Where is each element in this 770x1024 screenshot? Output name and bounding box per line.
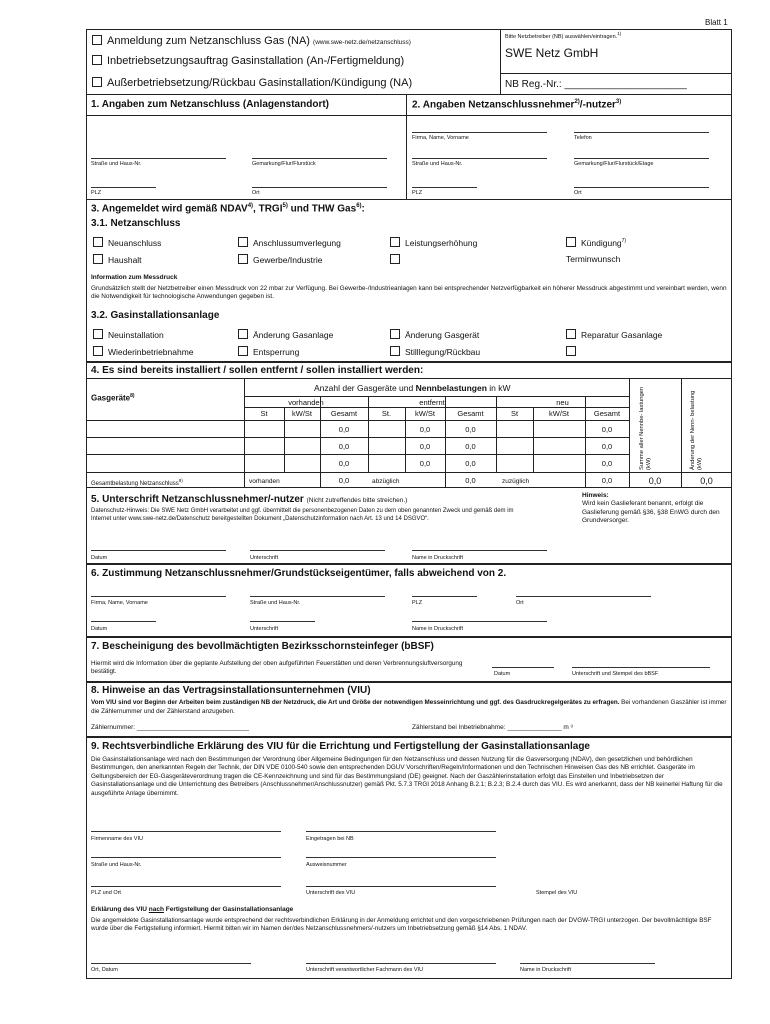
section-3-2-title: 3.2. Gasinstallationsanlage — [91, 310, 220, 321]
col-kwst: kW/St — [549, 409, 569, 418]
total-value: 0,0 — [465, 476, 476, 485]
label: Unterschrift — [250, 555, 279, 561]
section-6-title: 6. Zustimmung Netzanschlussnehmer/Grundstückseigentümer, falls abweichend von 2. — [91, 568, 507, 579]
section-7-text: Hiermit wird die Information über die geplante Aufstellung der oben aufgeführten Feuerstätten und deren Verbrennungsluftversorgung bestätigt. — [91, 660, 463, 675]
hinweis-text: Wird kein Gaslieferant benannt, erfolgt die Gaslieferung gemäß §36, §38 EnWG durch den Grundversorger. — [582, 500, 720, 524]
option-anmeldung[interactable]: Anmeldung zum Netzanschluss Gas (NA) (www.swe-netz.de/netzanschluss) — [92, 35, 411, 47]
hinweis-title: Hinweis: — [582, 492, 609, 499]
total-value: 0,0 — [601, 476, 613, 485]
nb-hint: Bitte Netzbetreiber (NB) auswählen/eintragen. — [505, 33, 618, 40]
label: Unterschrift des VIU — [306, 890, 356, 896]
col-gesamt: Gesamt — [457, 409, 484, 418]
section-8-title: 8. Hinweise an das Vertragsinstallationsunternehmen (VIU) — [91, 685, 371, 696]
option-reparatur[interactable]: Reparatur Gasanlage — [566, 329, 662, 340]
label: Straße und Haus-Nr. — [91, 862, 142, 868]
col-st: St — [510, 409, 519, 418]
section-1-2 — [86, 95, 732, 200]
total-label: Gesamtbelastung Netzanschluss$^{9)}$ — [91, 478, 183, 487]
label: PLZ und Ort — [91, 890, 121, 896]
label: Unterschrift und Stempel des bBSF — [572, 671, 659, 677]
total-value: 0,0 — [338, 476, 350, 485]
label: Straße und Haus-Nr. — [412, 161, 463, 167]
label: Datum — [494, 671, 511, 677]
option-aenderung-gasgeraet[interactable]: Änderung Gasgerät — [390, 329, 479, 340]
section-9-title: 9. Rechtsverbindliche Erklärung des VIU für die Errichtung und Fertigstellung der Gasinstallationsanlage — [91, 741, 590, 752]
info-title: Information zum Messdruck — [91, 274, 178, 281]
datenschutz-text: Datenschutz-Hinweis: Die SWE Netz GmbH verarbeitet und ggf. übermittelt die personenbezogenen Daten zu dem oben genannten Zweck und gemäß dem im Internet unter www.swe-netz.de/Datenschutz bereitgestellten Dokument „Datenschutzinformation nach Art. 13 und 14 DSGVO“. — [91, 508, 514, 522]
total-zuzueglich: zuzüglich — [502, 478, 530, 485]
option-neuinstallation[interactable]: Neuinstallation — [93, 329, 164, 340]
section-7-title: 7. Bescheinigung des bevollmächtigten Bezirksschornsteinfeger (bBSF) — [91, 641, 434, 652]
col-gesamt: Gesamt — [593, 409, 621, 418]
value-cell: 0,0 — [465, 425, 476, 434]
label: Firma, Name, Vorname — [412, 135, 469, 141]
sum-value: 0,0 — [648, 476, 662, 486]
option-other[interactable] — [390, 254, 405, 265]
value-cell: 0,0 — [338, 425, 350, 434]
fertigstellung-text: Die angemeldete Gasinstallationsanlage wurde entsprechend der rechtsverbindlichen Erklärung in der Anmeldung errichtet und den vorgeschriebenen Prüfungen nach der DVGW-TRGI unterzogen. Der bevollmächtigte BSF wurde über die Fertigstellung informiert. Hiermit bitten wir im Namen der/des Netzanschlussnehmers/-nutzers um Inbetriebsetzung gemäß §14 Abs. 1 NDAV. — [91, 917, 712, 933]
value-cell: 0,0 — [601, 459, 613, 468]
checkbox[interactable] — [92, 55, 102, 65]
checkbox[interactable] — [92, 77, 102, 87]
zaehlerstand-field[interactable]: Zählerstand bei Inbetriebnahme: _______________ m ³ — [412, 724, 573, 731]
anzahl-header: Anzahl der Gasgeräte und Nennbelastungen in kW — [314, 383, 511, 393]
value-cell: 0,0 — [419, 442, 431, 451]
fertigstellung-title: Erklärung des VIU nach Fertigstellung der Gasinstallationsanlage — [91, 906, 294, 913]
info-text: Grundsätzlich stellt der Netzbetreiber einen Messdruck von 22 mbar zur Verfügung. Bei Gewerbe-/Industrieanlagen kann bei entsprechender Netzverfügbarkeit ein höherer Messdruck abgestimmt und vereinbart werden, wenn die Notwendigkeit für technologische Anwendungen gegeben ist. — [91, 285, 727, 301]
label: PLZ — [412, 600, 423, 606]
label: Ausweisnummer — [306, 862, 347, 868]
total-vorhanden: vorhanden — [249, 478, 280, 485]
value-cell: 0,0 — [601, 442, 613, 451]
terminwunsch[interactable]: Terminwunsch — [566, 254, 621, 264]
col-vorhanden: vorhanden — [288, 398, 324, 407]
label: Gemarkung/Flur/Flurstück/Etage — [574, 161, 654, 167]
nb-reg-field[interactable]: NB Reg.-Nr.: ______________________ — [505, 79, 687, 90]
option-kuendigung[interactable]: Kündigung$^{7)}$ — [566, 237, 626, 248]
value-cell: 0,0 — [465, 442, 476, 451]
label: Name in Druckschrift — [412, 555, 464, 561]
label: Ort — [516, 600, 524, 606]
total-abzueglich: abzüglich — [372, 478, 400, 485]
label: Datum — [91, 555, 108, 561]
section-4-title: 4. Es sind bereits installiert / sollen entfernt / sollen installiert werden: — [91, 365, 424, 376]
label: Unterschrift — [250, 626, 279, 632]
label: Name in Druckschrift — [412, 626, 464, 632]
section-8-text: Vom VIU sind vor Beginn der Arbeiten beim zuständigen NB der Netzdruck, die Art und Größe der notwendigen Messeinrichtung und ggf. des Gasdruckregelgerätes zu erfragen. Bei vorhandenen Gaszähler ist immer die Zählernummer und der Zählerstand anzugeben. — [91, 699, 727, 715]
zaehlernummer-field[interactable]: Zählernummer: _______________________________ — [91, 724, 249, 731]
label: Straße und Haus-Nr. — [91, 161, 142, 167]
option-wiederinbetriebnahme[interactable]: Wiederinbetriebnahme — [93, 346, 194, 357]
option-aenderung-gasanlage[interactable]: Änderung Gasanlage — [238, 329, 333, 340]
value-cell: 0,0 — [338, 459, 350, 468]
label: PLZ — [412, 190, 423, 196]
label: Stempel des VIU — [536, 890, 578, 896]
label: Ort — [252, 190, 260, 196]
value-cell: 0,0 — [419, 425, 431, 434]
col-neu: neu — [556, 398, 569, 407]
value-cell: 0,0 — [465, 459, 476, 468]
option-inbetriebsetzung[interactable]: Inbetriebsetzungsauftrag Gasinstallation (An-/Fertigmeldung) — [92, 55, 404, 67]
option-stilllegung[interactable]: Stilllegung/Rückbau — [390, 346, 480, 357]
col-summe: Summe aller Nennbe- lastungen (kW) — [639, 386, 652, 470]
label: Straße und Haus-Nr. — [250, 600, 301, 606]
option-ausserbetrieb[interactable]: Außerbetriebsetzung/Rückbau Gasinstallation/Kündigung (NA) — [92, 77, 412, 89]
label: Firmenname des VIU — [91, 836, 143, 842]
option-gewerbe[interactable]: Gewerbe/Industrie — [238, 254, 322, 265]
label: Ort — [574, 190, 582, 196]
col-kwst: kW/St — [415, 409, 435, 418]
col-kwst: kW/St — [292, 409, 312, 418]
change-value: 0,0 — [700, 476, 713, 486]
option-entsperrung[interactable]: Entsperrung — [238, 346, 299, 357]
label: Name in Druckschrift — [520, 967, 572, 973]
section-1-title: 1. Angaben zum Netzanschluss (Anlagenstandort) — [91, 99, 329, 110]
geraete-label: Gasgeräte$^{8)}$ — [91, 393, 135, 403]
section-2-title: 2. Angaben Netzanschlussnehmer$^{2)}$/-nutzer$^{3)}$ — [412, 99, 622, 111]
value-cell: 0,0 — [338, 442, 350, 451]
label: Eingetragen bei NB — [306, 836, 354, 842]
label: Unterschrift verantwortlicher Fachmann des VIU — [306, 967, 424, 973]
option-leistungserhoehung[interactable]: Leistungserhöhung — [390, 237, 477, 248]
value-cell: 0,0 — [419, 459, 431, 468]
section-3-title: 3. Angemeldet wird gemäß NDAV$^{4)}$, TRGI$^{5)}$ und THW Gas$^{6)}$: — [91, 203, 365, 215]
sheet-number: Blatt 1 — [705, 18, 728, 27]
label: Datum — [91, 626, 108, 632]
label: Telefon — [574, 135, 592, 141]
nb-name: SWE Netz GmbH — [505, 46, 599, 60]
option-other-2[interactable] — [566, 346, 581, 357]
label: Firma, Name, Vorname — [91, 600, 148, 606]
value-cell: 0,0 — [601, 425, 613, 434]
col-gesamt: Gesamt — [330, 409, 358, 418]
col-entfernt: entfernt — [419, 398, 445, 407]
label: Ort, Datum — [91, 967, 118, 973]
section-9-text: Die Gasinstallationsanlage wird nach den Bestimmungen der Verordnung über Allgemeine Bedingungen für den Netzanschluss und dessen Nutzung für die Gasversorgung (NDAV), den gesetzlichen und behördlichen Bestimmungen, den anerkannten Regeln der Technik, der DIN VDE 0100-540 sowie den entsprechenden DGUV Vorschriften/Regeln/Informationen und den Technischen Hinweisen Gas des NB errichtet. Gasgeräte im Geltungsbereich der EG-Gasgeräteverordnung tragen die CE-Kennzeichnung und sind für das Bestimmungsland (DE) geeignet. Nach der Gaszählerinstallation erfolgt das Einstellen und Inbetriebsetzen der Gasinstallationsanlage und die Unterrichtung des Betreibers (Anschlussnehmer/Anschlussnutzer) gemäß Pkt. 5.7.3 TRGI 2018 Anhang B.2.1; B.2.3; B.2.4 durch das VIU. Es wird anerkannt, dass der NB keinerlei Haftung für die ausgeführte Anlage übernimmt. — [91, 756, 723, 797]
option-anschlussumverlegung[interactable]: Anschlussumverlegung — [238, 237, 341, 248]
col-aenderung: Änderung der Nenn- belastung (kW) — [690, 390, 703, 470]
option-haushalt[interactable]: Haushalt — [93, 254, 142, 265]
section-3-1-title: 3.1. Netzanschluss — [91, 218, 181, 229]
section-5-title: 5. Unterschrift Netzanschlussnehmer/-nutzer (Nicht zutreffendes bitte streichen.) — [91, 494, 408, 505]
option-neuanschluss[interactable]: Neuanschluss — [93, 237, 161, 248]
label: PLZ — [91, 190, 102, 196]
col-st: St. — [381, 409, 392, 418]
col-st: St — [260, 409, 268, 418]
label: Gemarkung/Flur/Flurstück — [252, 161, 316, 167]
checkbox[interactable] — [92, 35, 102, 45]
